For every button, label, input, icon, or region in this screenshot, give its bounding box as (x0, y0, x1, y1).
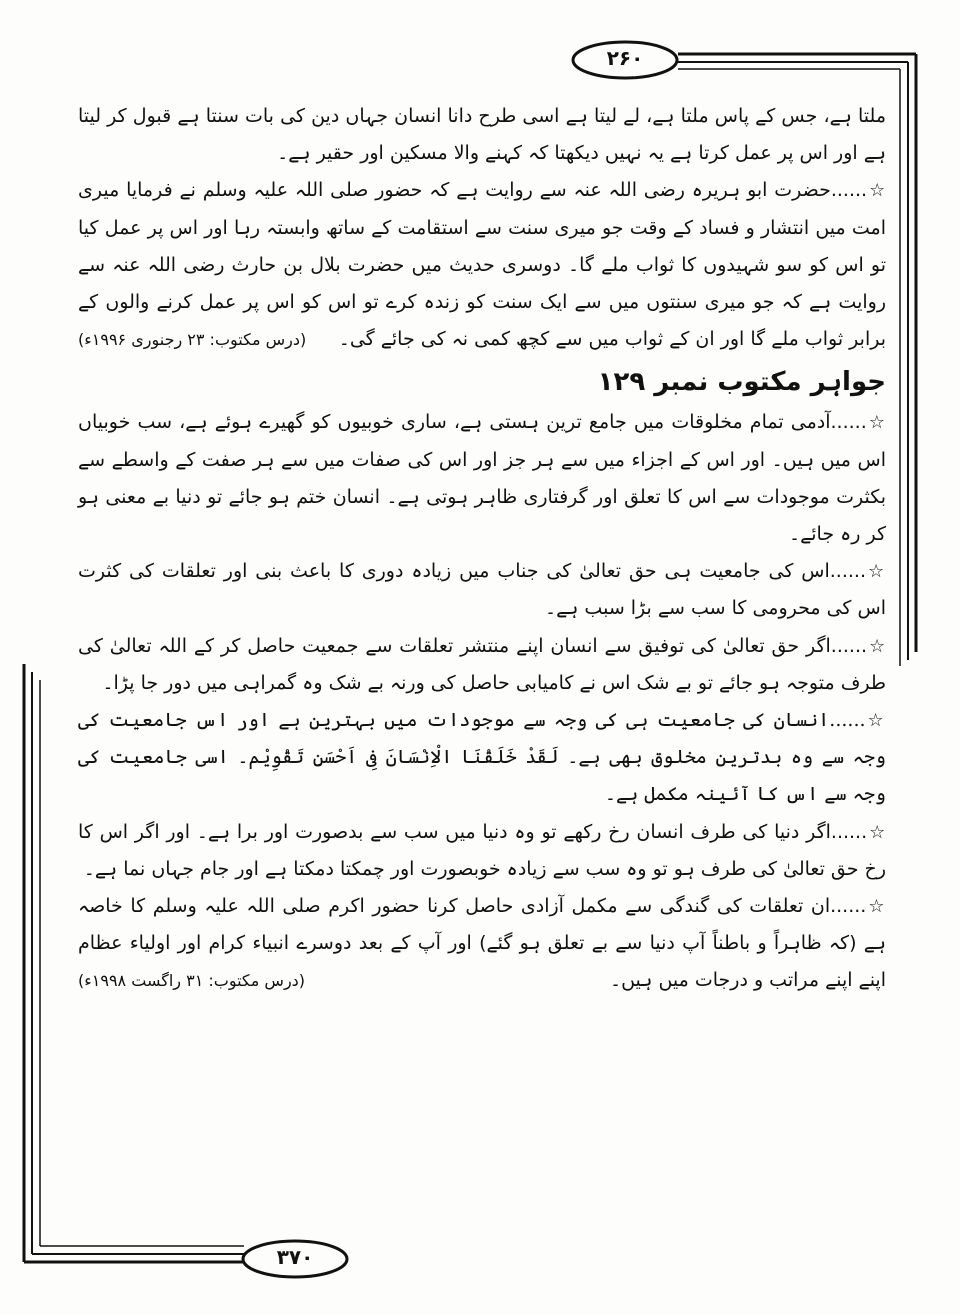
bottom-page-number: ۳۷۰ (276, 1245, 314, 1269)
paragraph-item (78, 888, 886, 1000)
paragraph-text: ......اس کی جامعیت ہی حق تعالیٰ کی جناب میں زیادہ دوری کا باعث بنی اور تعلقات کی کثرت اس کی محرومی کا سب سے بڑا سبب ہے۔ (78, 560, 886, 620)
citation: (درس مکتوب: ۳۱ راگست ۱۹۹۸ء) (78, 971, 306, 991)
star-outline-icon: ☆ (869, 635, 886, 657)
paragraph-hadith (78, 172, 886, 358)
star-outline-icon: ☆ (868, 896, 886, 918)
paragraph-continuation (78, 98, 886, 172)
paragraph-item (78, 814, 886, 888)
paragraph-item (78, 702, 886, 814)
paragraph-text: ......آدمی تمام مخلوقات میں جامع ترین ہستی ہے، ساری خوبیوں کو گھیرے ہوئے ہے، سب خوبیاں اس میں ہیں۔ اور اس کے اجزاء میں سے ہر جز اور اس کی صفات میں سے ہر صفت کے واسطے سے بکثرت موجودات سے اس کا تعلق اور گرفتاری ظاہر ہوتی ہے۔ انسان ختم ہو جائے تو دنیا بے معنی ہو کر رہ جائے۔ (78, 411, 886, 546)
citation: (درس مکتوب: ۲۳ رجنوری ۱۹۹۶ء) (78, 330, 307, 350)
paragraph-text: ملتا ہے، جس کے پاس ملتا ہے، لے لیتا ہے اسی طرح دانا انسان جہاں دین کی بات سنتا ہے قبول کر لیتا ہے اور اس پر عمل کرتا ہے یہ نہیں دیکھتا کہ کہنے والا مسکین اور حقیر ہے۔ (78, 105, 886, 165)
paragraph-item (78, 404, 886, 553)
star-outline-icon: ☆ (868, 412, 887, 434)
paragraph-text: ......اگر دنیا کی طرف انسان رخ رکھے تو وہ دنیا میں سب سے بدصورت اور برا ہے۔ اور اگر اس کا رخ حق تعالیٰ کی طرف ہو تو وہ سب سے زیادہ خوبصورت اور چمکتا دمکتا ہے اور جام جہاں نما ہے۔ (78, 820, 886, 880)
section-heading: جواہر مکتوب نمبر ۱۲۹ (597, 367, 886, 398)
paragraph-text: ......اگر حق تعالیٰ کی توفیق سے انسان اپنے منتشر تعلقات سے جمعیت حاصل کر کے اللہ تعالیٰ کی طرف متوجہ ہو جائے تو بے شک اس نے کامیابی حاصل کی ورنہ بے شک وہ گمراہی میں دور جا پڑا۔ (78, 634, 886, 694)
paragraph-item (78, 553, 886, 627)
paragraph-text: ......حضرت ابو ہریرہ رضی اللہ عنہ سے روایت ہے کہ حضور صلی اللہ علیہ وسلم نے فرمایا میری امت میں انتشار و فساد کے وقت جو میری سنت سے استقامت کے ساتھ وابستہ رہا اور اس پر عمل کیا تو اس کو سو شہیدوں کا ثواب ملے گا۔ دوسری حدیث میں حضرت بلال بن حارث رضی اللہ عنہ سے روایت ہے کہ جو میری سنتوں میں سے ایک سنت کو زندہ کرے تو اس کو اس پر عمل کرنے والوں کے برابر ثواب ملے گا اور ان کے ثواب میں سے کچھ کمی نہ کی جائے گی۔ (78, 179, 886, 351)
star-outline-icon: ☆ (869, 180, 886, 202)
paragraph-text: ......ان تعلقات کی گندگی سے مکمل آزادی حاصل کرنا حضور اکرم صلی اللہ علیہ وسلم کا خاصہ ہے (کہ ظاہراً و باطناً آپ دنیا سے بے تعلق ہو گئے) اور آپ کے بعد دوسرے انبیاء کرام اور اولیاء عظام اپنے اپنے مراتب و درجات میں ہیں۔ (78, 895, 886, 992)
star-outline-icon: ☆ (869, 821, 886, 843)
top-page-number: ۲۶۰ (606, 46, 644, 70)
star-outline-icon: ☆ (867, 710, 886, 732)
page-content (78, 98, 886, 1000)
paragraph-item (78, 628, 886, 702)
paragraph-text: ......انسان کی جامعیت ہی کی وجہ سے موجودات میں بہترین ہے اور اس جامعیت کی وجہ سے وہ بدترین مخلوق بھی ہے۔ لَقَدْ خَلَقْنَا الْاِنْسَانَ فِی اَحْسَنِ تَقْوِیْم۔ اسی جامعیت کی وجہ سے اس کا آئینہ مکمل ہے۔ (78, 709, 886, 806)
star-outline-icon: ☆ (868, 561, 886, 583)
